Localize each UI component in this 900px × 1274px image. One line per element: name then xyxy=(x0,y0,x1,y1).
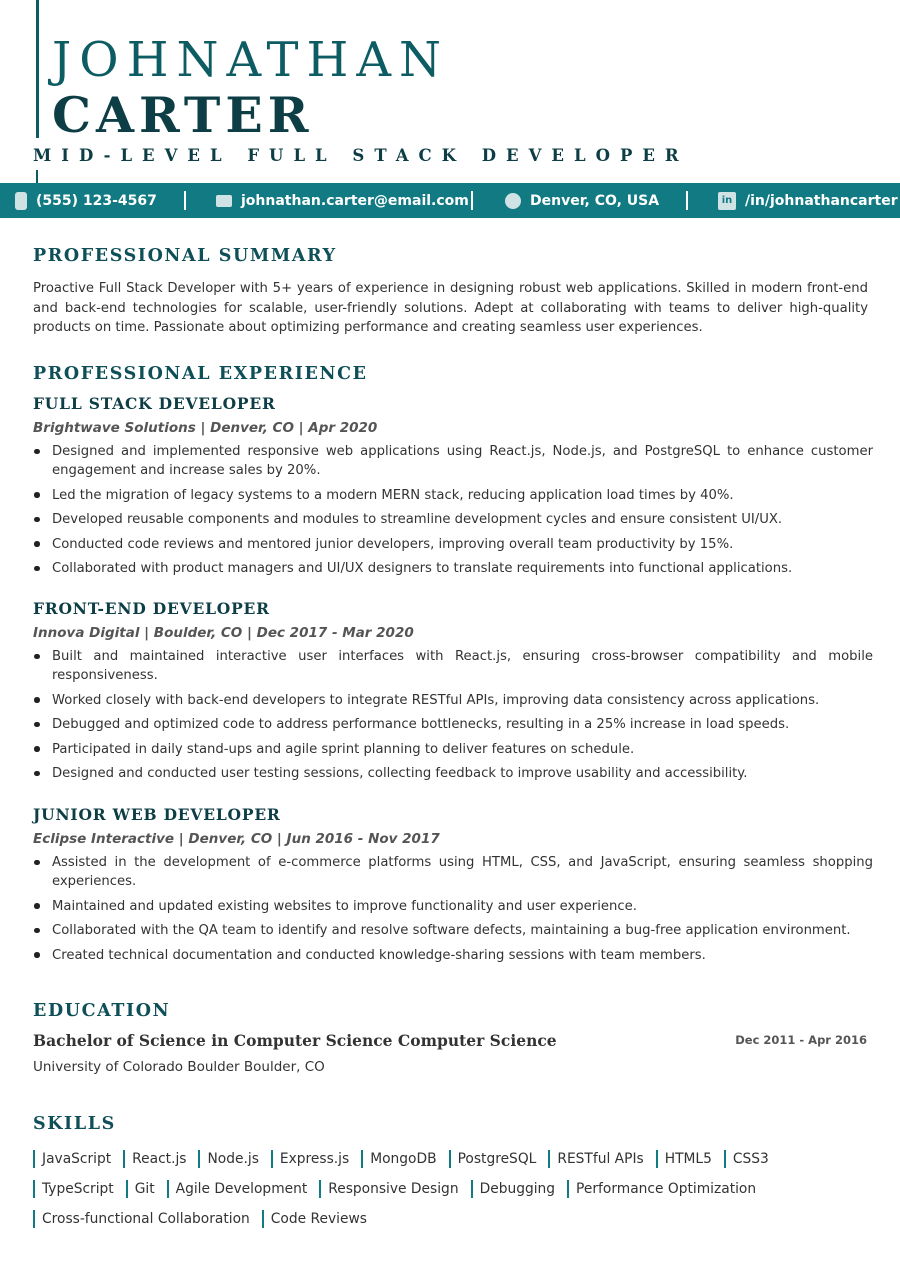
bullet-item: Worked closely with back-end developers to integrate RESTful APIs, improving data consistency across applications. xyxy=(33,691,873,710)
skill-tag: Cross-functional Collaboration xyxy=(33,1210,262,1228)
skill-tag: PostgreSQL xyxy=(449,1150,549,1168)
bullet-item: Designed and conducted user testing sessions, collecting feedback to improve usability and accessibility. xyxy=(33,764,873,783)
skill-tag: RESTful APIs xyxy=(548,1150,655,1168)
contact-linkedin[interactable] xyxy=(718,183,898,218)
skills-row xyxy=(33,1144,873,1174)
skill-tag: CSS3 xyxy=(724,1150,781,1168)
job-bullets xyxy=(33,442,873,578)
skill-tag: Responsive Design xyxy=(319,1180,470,1198)
skills-row xyxy=(33,1204,873,1234)
job-company: Brightwave Solutions | Denver, CO | Apr 2020 xyxy=(33,420,378,436)
bullet-item: Collaborated with the QA team to identify and resolve software defects, maintaining a bug-free application environment. xyxy=(33,921,873,940)
email-text: johnathan.carter@email.com xyxy=(241,192,469,209)
bullet-item: Developed reusable components and modules to streamline development cycles and ensure consistent UI/UX. xyxy=(33,510,873,529)
skills-row xyxy=(33,1174,873,1204)
bullet-item: Created technical documentation and conducted knowledge-sharing sessions with team members. xyxy=(33,946,873,965)
job-role: JUNIOR WEB DEVELOPER xyxy=(33,805,281,824)
contact-divider xyxy=(471,191,473,210)
location-icon xyxy=(505,193,521,209)
location-text: Denver, CO, USA xyxy=(530,192,660,209)
contact-location[interactable] xyxy=(505,183,659,218)
job-entry xyxy=(33,392,873,584)
skill-tag: JavaScript xyxy=(33,1150,123,1168)
phone-icon xyxy=(15,192,27,210)
job-bullets xyxy=(33,853,873,965)
skills-heading: SKILLS xyxy=(33,1114,116,1134)
contact-email[interactable] xyxy=(216,183,469,218)
experience-heading: PROFESSIONAL EXPERIENCE xyxy=(33,364,368,384)
linkedin-text: /in/johnathancarter xyxy=(745,192,898,209)
job-entry xyxy=(33,597,873,789)
contact-divider xyxy=(184,191,186,210)
education-school: University of Colorado Boulder Boulder, CO xyxy=(33,1059,325,1075)
bullet-item: Participated in daily stand-ups and agile sprint planning to deliver features on schedule. xyxy=(33,740,873,759)
summary-text: Proactive Full Stack Developer with 5+ years of experience in designing robust web applications. Skilled in modern front-end and back-end technologies for scalable, user-friendly solutions. Adept at collaborating with teams to deliver high-quality products on time. Passionate about optimizing performance and creating seamless user experiences. xyxy=(33,281,868,335)
skills-list xyxy=(33,1144,873,1234)
job-role: FULL STACK DEVELOPER xyxy=(33,394,276,413)
job-role: FRONT-END DEVELOPER xyxy=(33,599,270,618)
header-accent-line xyxy=(36,0,39,138)
skill-tag: TypeScript xyxy=(33,1180,126,1198)
summary-heading: PROFESSIONAL SUMMARY xyxy=(33,246,337,266)
skill-tag: Agile Development xyxy=(167,1180,320,1198)
linkedin-icon: in xyxy=(718,192,736,210)
first-name: JOHNATHAN xyxy=(52,32,450,88)
education-degree: Bachelor of Science in Computer Science Computer Science xyxy=(33,1031,557,1050)
contact-phone[interactable] xyxy=(15,183,157,218)
phone-text: (555) 123-4567 xyxy=(36,192,157,209)
bullet-item: Conducted code reviews and mentored junior developers, improving overall team productivity by 15%. xyxy=(33,535,873,554)
skill-tag: Debugging xyxy=(471,1180,567,1198)
education-heading: EDUCATION xyxy=(33,1001,171,1021)
education-dates: Dec 2011 - Apr 2016 xyxy=(735,1033,867,1047)
job-company: Innova Digital | Boulder, CO | Dec 2017 - Mar 2020 xyxy=(33,625,414,641)
skill-tag: Performance Optimization xyxy=(567,1180,768,1198)
header-accent-line-short xyxy=(36,170,38,184)
skill-tag: Express.js xyxy=(271,1150,361,1168)
email-icon xyxy=(216,195,232,207)
bullet-item: Designed and implemented responsive web applications using React.js, Node.js, and PostgreSQL to enhance customer engagement and increase sales by 20%. xyxy=(33,442,873,480)
skill-tag: Code Reviews xyxy=(262,1210,379,1228)
bullet-item: Built and maintained interactive user interfaces with React.js, ensuring cross-browser compatibility and mobile responsiveness. xyxy=(33,647,873,685)
bullet-item: Assisted in the development of e-commerce platforms using HTML, CSS, and JavaScript, ensuring seamless shopping experiences. xyxy=(33,853,873,891)
contact-divider xyxy=(686,191,688,210)
job-entry xyxy=(33,803,873,970)
skill-tag: React.js xyxy=(123,1150,198,1168)
skill-tag: Node.js xyxy=(198,1150,270,1168)
last-name: CARTER xyxy=(52,86,314,144)
bullet-item: Debugged and optimized code to address performance bottlenecks, resulting in a 25% increase in load speeds. xyxy=(33,715,873,734)
bullet-item: Led the migration of legacy systems to a modern MERN stack, reducing application load times by 40%. xyxy=(33,486,873,505)
skill-tag: HTML5 xyxy=(656,1150,724,1168)
bullet-item: Maintained and updated existing websites to improve functionality and user experience. xyxy=(33,897,873,916)
bullet-item: Collaborated with product managers and UI/UX designers to translate requirements into functional applications. xyxy=(33,559,873,578)
skill-tag: Git xyxy=(126,1180,167,1198)
contact-bar xyxy=(0,183,900,218)
job-bullets xyxy=(33,647,873,783)
job-company: Eclipse Interactive | Denver, CO | Jun 2016 - Nov 2017 xyxy=(33,831,440,847)
skill-tag: MongoDB xyxy=(361,1150,448,1168)
job-title: MID-LEVEL FULL STACK DEVELOPER xyxy=(33,146,689,165)
